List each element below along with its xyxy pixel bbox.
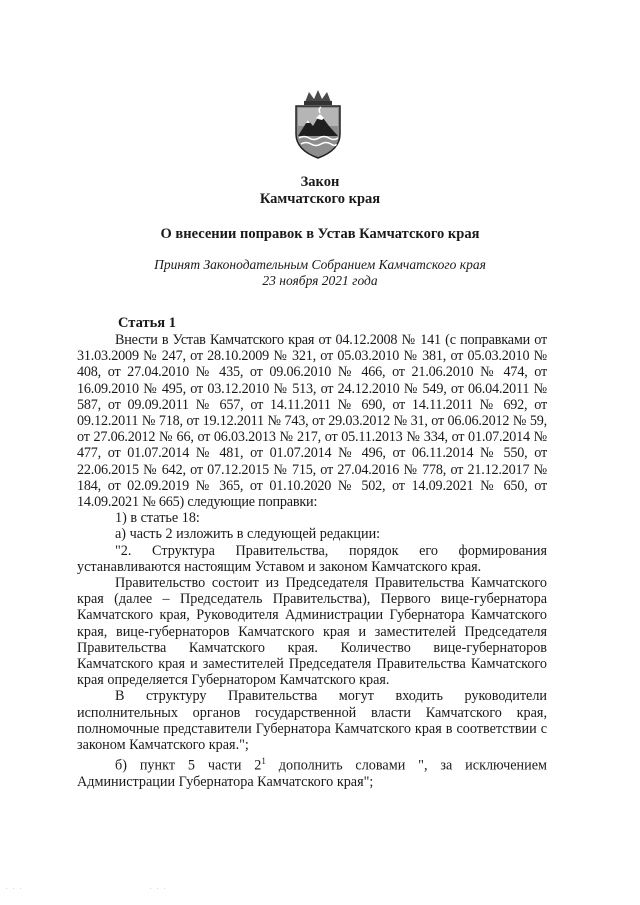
item-b-suffix: дополнить словами ", за исключением Администрации Губернатора Камчатского края"; <box>77 758 548 791</box>
article-body <box>77 332 547 790</box>
scan-marks-left: . . . <box>6 885 24 891</box>
paragraph-government-composition: Правительство состоит из Председателя Правительства Камчатского края (далее – Председатель Правительства), Первого вице-губернатора Камчатского края, Руководителя Администрации Губернатора Камчатского края, вице-губернаторов Камчатского края и заместителей Председателя Правительства Камчатского края. Количество вице-губернаторов Камчатского края и заместителей Председателя Правительства Камчатского края определяется Губернатором Камчатского края. <box>77 575 547 689</box>
item-b-prefix: б) пункт 5 части 2 <box>115 758 262 775</box>
paragraph-item-b <box>77 753 547 790</box>
adoption-date: 23 ноября 2021 года <box>262 273 378 288</box>
item-b-superscript: 1 <box>261 756 266 767</box>
kamchatka-coat-of-arms-icon <box>289 88 347 160</box>
paragraph-item-1: 1) в статье 18: <box>115 510 200 527</box>
paragraph-quote-part-2: "2. Структура Правительства, порядок его формирования устанавливаются настоящим Уставом и законом Камчатского края. <box>77 542 547 575</box>
paragraph-item-a: а) часть 2 изложить в следующей редакции: <box>115 526 381 543</box>
law-region: Камчатского края <box>259 191 381 207</box>
adoption-line: Принят Законодательным Собранием Камчатского края <box>154 257 486 272</box>
law-heading: Закон <box>300 174 340 190</box>
scan-marks-right: . . . <box>150 885 168 891</box>
law-title: О внесении поправок в Устав Камчатского края <box>160 226 480 242</box>
paragraph-government-structure: В структуру Правительства могут входить руководители исполнительных органов государственной власти Камчатского края, полномочные представители Губернатора Камчатского края в соответствии с законом Камчатского края."; <box>77 688 547 754</box>
article-heading: Статья 1 <box>118 315 176 331</box>
paragraph-introduction: Внести в Устав Камчатского края от 04.12.2008 № 141 (с поправками от 31.03.2009 № 247, от 28.10.2009 № 321, от 05.03.2010 № 381, от 05.03.2010 № 408, от 27.04.2010 № 435, от 09.06.2010 № 466, от 21.06.2010 № 474, от 16.09.2010 № 495, от 03.12.2010 № 513, от 24.12.2010 № 549, от 06.04.2011 № 587, от 09.09.2011 № 657, от 14.11.2011 № 690, от 14.11.2011 № 692, от 09.12.2011 № 718, от 19.12.2011 № 743, от 29.03.2012 № 31, от 06.06.2012 № 59, от 27.06.2012 № 66, от 06.03.2013 № 217, от 05.11.2013 № 334, от 01.07.2014 № 477, от 01.07.2014 № 481, от 01.07.2014 № 496, от 06.11.2014 № 550, от 22.06.2015 № 642, от 07.12.2015 № 715, от 27.04.2016 № 778, от 21.12.2017 № 184, от 02.09.2019 № 365, от 01.10.2020 № 502, от 14.09.2021 № 650, от 14.09.2021 № 665) следующие поправки: <box>77 332 547 511</box>
